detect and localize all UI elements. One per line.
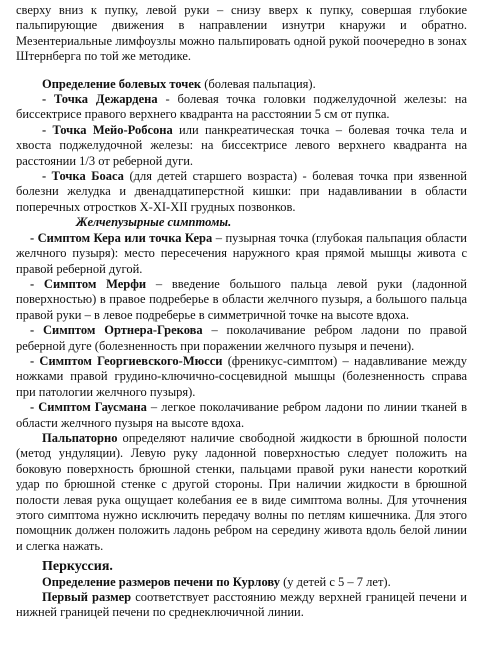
first-size-title: Первый размер [42, 590, 132, 605]
gausman-symptom-paragraph [16, 400, 467, 431]
mayo-robson-point-title: - Точка Мейо-Робсона [42, 122, 173, 137]
murphy-symptom-text: – введение большого пальца левой руки (ладонной поверхностью) в правое подреберье в области желчного пузыря, а большого пальца правой руки – в левое подреберье в симметричной точке на высоте вдоха. [16, 276, 467, 322]
mussy-symptom-paragraph [16, 354, 467, 400]
first-size-paragraph [16, 590, 467, 621]
boas-point-paragraph [16, 169, 467, 215]
ortner-symptom-title: - Симптом Ортнера-Грекова [30, 323, 203, 338]
gallbladder-heading-text: Желчепузырные симптомы. [76, 215, 232, 230]
desjardins-point-text: - болевая точка головки поджелудочной железы: на биссектрисе правого верхнего квадранта на расстоянии 5 см от пупка. [16, 92, 467, 122]
murphy-symptom-title: - Симптом Мерфи [30, 276, 147, 291]
intro-paragraph: сверху вниз к пупку, левой руки – снизу вверх к пупку, совершая глубокие пальпирующие движения в направлении изнутри кнаружи и обратно. Мезентериальные лимфоузлы можно пальпировать одной рукой поочередно в зонах Штернберга по той же методике. [16, 3, 467, 64]
boas-point-title: - Точка Боаса [42, 169, 124, 184]
palpatorno-paragraph [16, 431, 467, 554]
kera-symptom-paragraph [16, 231, 467, 277]
desjardins-point-title: - Точка Дежардена [42, 92, 158, 107]
gausman-symptom-text: – легкое поколачивание ребром ладони по линии тканей в области желчного пузыря на высоте вдоха. [16, 400, 467, 430]
desjardins-point-paragraph [16, 92, 467, 123]
gallbladder-heading [16, 215, 467, 230]
palpatorno-title: Пальпаторно [42, 430, 118, 445]
percussion-heading: Перкуссия. [42, 559, 113, 575]
mussy-symptom-text: (френикус-симптом) – надавливание между ножками правой грудино-ключично-сосцевидной мышцы (болезненность справа при патологии желчного пузыря). [16, 353, 467, 399]
mayo-robson-point-paragraph [16, 123, 467, 169]
kera-symptom-text: – пузырная точка (глубокая пальпация области желчного пузыря): место пересечения наружного края прямой мышцы живота с правой реберной дугой. [16, 230, 467, 276]
boas-point-text: (для детей старшего возраста) - болевая точка при язвенной болезни желудка и двенадцатиперстной кишки: при надавливании в области поперечных отростков X-XI-XII грудных позвонков. [16, 169, 467, 214]
gausman-symptom-title: - Симптом Гаусмана [30, 400, 147, 415]
ortner-symptom-paragraph [16, 323, 467, 354]
kurlov-title: Определение размеров печени по Курлову [42, 574, 280, 589]
mussy-symptom-title: - Симптом Георгиевского-Мюсси [30, 353, 223, 368]
ortner-symptom-text: – поколачивание ребром ладони по правой реберной дуге (болезненность при поражении желчного пузыря и печени). [16, 323, 467, 353]
kurlov-text: (у детей с 5 – 7 лет). [279, 574, 391, 589]
mayo-robson-point-text: или панкреатическая точка – болевая точка тела и хвоста поджелудочной железы: на биссектрисе левого верхнего квадранта на расстоянии 1/3 от реберной дуги. [16, 122, 467, 168]
first-size-text: соответствует расстоянию между верхней границей печени и нижней границей печени по среднеключичной линии. [16, 590, 467, 620]
pain-points-heading-text: Определение болевых точек [42, 76, 202, 91]
pain-points-heading-note: (болевая пальпация). [201, 76, 316, 91]
pain-points-heading [16, 77, 467, 92]
murphy-symptom-paragraph [16, 277, 467, 323]
kurlov-paragraph [16, 575, 467, 590]
kera-symptom-title: - Симптом Кера или точка Кера [30, 230, 213, 245]
palpatorno-text: определяют наличие свободной жидкости в брюшной полости (метод ундуляции). Левую руку ладонной поверхностью следует положить на боковую поверхность брюшной стенки, пальцами правой руки нанести короткий удар по брюшной стенке с другой стороны. При наличии жидкости в брюшной полости левая рука ощущает колебания ее в виде симптома волны. Для уточнения этого симптома нужно исключить передачу волны по петлям кишечника. Для этого помощник должен положить ладонь ребром на середину живота вдоль белой линии и слегка нажать. [16, 430, 467, 553]
